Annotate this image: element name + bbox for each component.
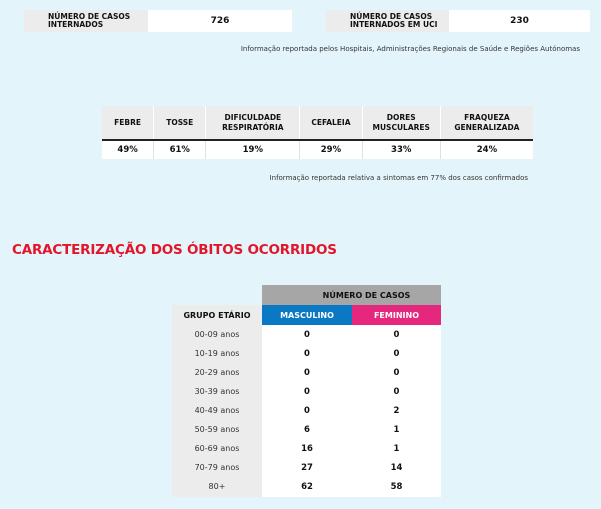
- female-count: 0: [393, 386, 400, 397]
- symptom-header-cefaleia: CEFALEIA: [300, 106, 362, 140]
- kpi-icu: [326, 10, 590, 32]
- symptom-header-dificuldade: DIFICULDADE RESPIRATÓRIA: [206, 106, 300, 140]
- age-group: 40-49 anos: [194, 406, 240, 415]
- male-count: 0: [304, 405, 310, 416]
- symptom-header-tosse: TOSSE: [154, 106, 206, 140]
- table-row: [172, 401, 441, 420]
- kpi-label-line2: INTERNADOS: [48, 20, 104, 29]
- kpi-label-line2: INTERNADOS EM UCI: [350, 20, 438, 29]
- table-row: [172, 344, 441, 363]
- male-header: MASCULINO: [262, 305, 352, 325]
- female-count: 0: [393, 329, 400, 340]
- symptom-value: 49%: [102, 140, 154, 159]
- table-row: [172, 439, 441, 458]
- table-row: [172, 363, 441, 382]
- female-count: 58: [390, 481, 403, 492]
- male-count: 0: [304, 367, 310, 378]
- table-row: [172, 477, 441, 496]
- kpi-hospitalized: [24, 10, 292, 32]
- table-row: [172, 420, 441, 439]
- age-group: 30-39 anos: [194, 387, 240, 396]
- female-count: 1: [393, 443, 400, 454]
- male-count: 0: [304, 329, 310, 340]
- symptoms-header-row: [102, 106, 533, 140]
- symptom-header-febre: FEBRE: [102, 106, 154, 140]
- symptoms-value-row: [102, 140, 533, 159]
- symptom-value: 29%: [300, 140, 362, 159]
- age-group: 80+: [208, 482, 226, 491]
- cases-group-header: NÚMERO DE CASOS: [262, 285, 441, 305]
- kpi-value: 230: [449, 10, 590, 32]
- symptom-value: 19%: [206, 140, 300, 159]
- symptoms-note: Informação reportada relativa a sintomas em 77% dos casos confirmados: [269, 174, 528, 182]
- age-group: 00-09 anos: [194, 330, 240, 339]
- age-group: 50-59 anos: [194, 425, 240, 434]
- symptom-header-fraqueza: FRAQUEZA GENERALIZADA: [440, 106, 533, 140]
- age-group: 70-79 anos: [194, 463, 240, 472]
- kpi-label: [24, 10, 148, 32]
- male-count: 6: [304, 424, 310, 435]
- male-count: 0: [304, 386, 310, 397]
- symptom-value: 24%: [476, 145, 498, 155]
- age-group: 60-69 anos: [194, 444, 240, 453]
- male-count: 16: [301, 443, 313, 454]
- kpi-source-note: Informação reportada pelos Hospitais, Administrações Regionais de Saúde e Regiões Autónomas: [240, 45, 580, 53]
- female-count: 0: [393, 348, 400, 359]
- male-count: 27: [301, 462, 313, 473]
- table-row: [172, 325, 441, 344]
- kpi-label-line1: NÚMERO DE CASOS: [48, 11, 131, 21]
- table-row: [172, 382, 441, 401]
- female-header: FEMININO: [352, 305, 441, 325]
- kpi-value: 726: [148, 10, 292, 32]
- female-count: 1: [393, 424, 400, 435]
- symptom-value: 33%: [362, 140, 440, 159]
- age-group-header: GRUPO ETÁRIO: [183, 310, 251, 320]
- symptom-value: 61%: [154, 140, 206, 159]
- male-count: 0: [304, 348, 310, 359]
- age-group: 20-29 anos: [194, 368, 240, 377]
- symptoms-table: [102, 106, 533, 159]
- kpi-label: [326, 10, 449, 32]
- kpi-label-line1: NÚMERO DE CASOS: [350, 11, 433, 21]
- table-row: [172, 458, 441, 477]
- symptom-header-dores: DORES MUSCULARES: [362, 106, 440, 140]
- female-count: 2: [393, 405, 400, 416]
- male-count: 62: [301, 481, 313, 492]
- section-title: CARACTERIZAÇÃO DOS ÓBITOS OCORRIDOS: [12, 242, 337, 258]
- age-group: 10-19 anos: [194, 349, 240, 358]
- female-count: 0: [393, 367, 400, 378]
- female-count: 14: [390, 462, 403, 473]
